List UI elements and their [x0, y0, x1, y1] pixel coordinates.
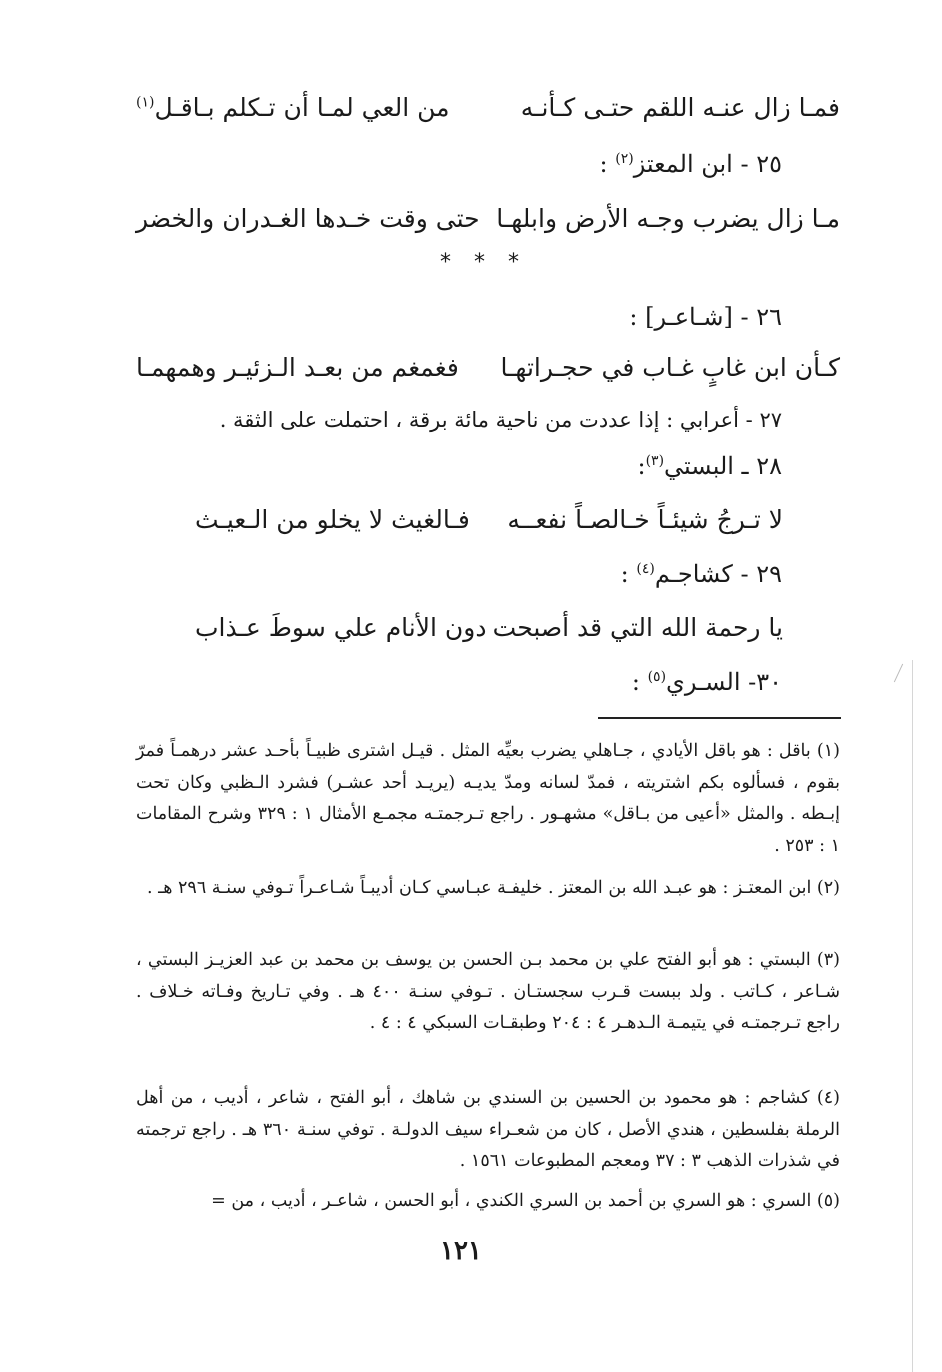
footnote-ref-5: (٥)	[647, 669, 667, 685]
heading-28-colon: :	[637, 452, 646, 480]
heading-25-colon: :	[599, 150, 616, 178]
verse-5	[195, 613, 783, 642]
footnote-4: (٤) كشاجم : هو محمود بن الحسين بن السندي بن شاهك ، أبو الفتح ، شاعر ، أديب ، من أهل الرملة بفلسطين ، هندي الأصل ، كان من شعـراء سيف الدولـة . توفي سنـة ٣٦٠ هـ . راجع ترجمته في شذرات الذهب ٣ : ٣٧ ومعجم المطبوعات ١٥٦١ .	[136, 1088, 840, 1171]
heading-29	[621, 560, 782, 588]
footnote-divider	[598, 717, 841, 719]
heading-28-text: ٢٨ ـ البستي	[664, 452, 782, 480]
verse-2-second-hemistich: حتى وقت خـدها الغـدران والخضر	[136, 204, 480, 233]
footnote-ref-4: (٤)	[636, 561, 655, 577]
verse-5-second-hemistich: دون الأنام علي سوطَ عـذاب	[195, 613, 487, 642]
heading-26: ٢٦ - [شـاعـر] :	[629, 303, 782, 331]
heading-28	[637, 452, 782, 480]
page-number: ١٢١	[440, 1236, 482, 1266]
footnote-ref-2: (٢)	[615, 151, 634, 167]
scan-mark	[894, 664, 903, 683]
heading-30-colon: :	[631, 668, 648, 696]
heading-27: ٢٧ - أعرابي : إذا عددت من ناحية مائة برقة ، احتملت على الثقة .	[219, 408, 782, 432]
footnote-ref-1: (١)	[136, 94, 155, 111]
heading-25-text: ٢٥ - ابن المعتز	[633, 150, 782, 178]
verse-1	[136, 93, 840, 122]
verse-1-second-text: من العي لمـا أن تـكلم بـاقـل	[154, 93, 450, 122]
verse-3-first-hemistich: كـأن ابن غابٍ غـاب في حجـراتهـا	[500, 353, 840, 382]
verse-2-first-hemistich: مـا زال يضرب وجـه الأرض وابلهـا	[496, 204, 840, 233]
verse-5-first-hemistich: يا رحمة الله التي قد أصبحت	[492, 613, 783, 642]
verse-3-second-hemistich: فغمغم من بعـد الـزئيـر وهمهمـا	[136, 353, 459, 382]
verse-3	[136, 353, 840, 382]
heading-25	[600, 150, 783, 178]
footnote-1: (١) باقل : هو باقل الأيادي ، جـاهلي يضرب بعيِّه المثل . قيـل اشترى ظبيـاً بأحـد عشر درهمـاً فمرّ بقوم ، فسألوه بكم اشتريته ، فمدّ لسانه ومدّ يديـه (يريـد أحد عشـر) فشرد الـظبي وكان تحت إبـطه . والمثل «أعيى من بـاقل» مشهـور . راجع تـرجمتـه مجمـع الأمثال ١ : ٣٢٩ وشرح المقامات ١ : ٢٥٣ .	[136, 741, 841, 856]
footnote-ref-3: (٣)	[645, 453, 665, 469]
verse-1-first-hemistich: فمـا زال عنـه اللقم حتـى كـأنـه	[520, 93, 840, 122]
verse-4	[195, 505, 783, 534]
verse-4-second-hemistich: فـالغيث لا يخلو من الـعيـث	[195, 505, 470, 534]
footnote-5: (٥) السري : هو السري بن أحمد بن السري الكندي ، أبو الحسن ، شاعـر ، أديب ، من =	[211, 1191, 840, 1211]
verse-1-second-hemistich	[136, 93, 450, 122]
heading-29-text: ٢٩ - كشاجـم	[654, 560, 782, 588]
heading-30-text: ٣٠- السـري	[666, 668, 782, 696]
scan-edge-line	[912, 660, 913, 1372]
verse-4-first-hemistich: لا تـرجُ شيئـاً خـالصـاً نفعــه	[507, 505, 783, 534]
heading-29-colon: :	[620, 560, 637, 588]
footnote-3: (٣) البستي : هو أبو الفتح علي بن محمد بـن الحسن بن يوسف بن محمد بن عبد العزيـز البستي ، شـاعر ، كـاتب . ولد ببست قـرب سجستـان . تـوفي سنـة ٤٠٠ هـ . وفي تـاريخ وفـاته خـلاف . راجع تـرجمتـه في يتيمـة الـدهـر ٤ : ٢٠٤ وطبقـات السبكي ٤ : ٤ .	[136, 950, 841, 1033]
heading-30	[632, 668, 782, 696]
verse-2	[136, 204, 840, 233]
section-separator-stars: * * *	[440, 250, 527, 275]
footnote-2: (٢) ابن المعتـز : هو عبـد الله بن المعتز . خليفـة عبـاسي كـان أديبـاً شـاعـراً تـوفي سنـة ٢٩٦ هـ .	[146, 878, 840, 898]
